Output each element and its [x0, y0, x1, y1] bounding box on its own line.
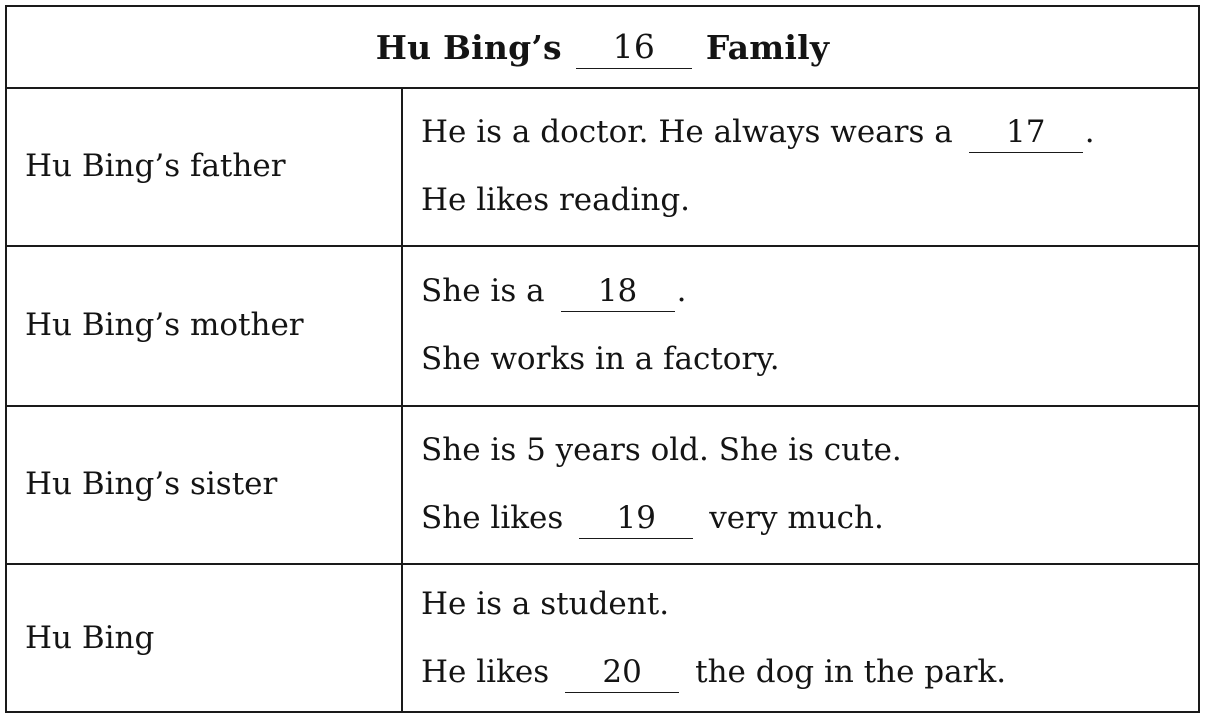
blank-19: 19 — [579, 498, 693, 539]
person-cell — [7, 563, 403, 712]
person-name: Hu Bing’s father — [25, 148, 286, 184]
description-line — [421, 257, 1198, 325]
table-row-mother — [7, 245, 1198, 407]
line-text-before: She likes — [421, 500, 564, 536]
person-cell — [7, 405, 403, 563]
description-line — [421, 484, 1198, 552]
line-text-after: . — [1084, 114, 1095, 150]
description-line — [421, 570, 1198, 638]
table-row-hu-bing — [7, 563, 1198, 712]
person-cell — [7, 87, 403, 245]
line-text-after: very much. — [709, 500, 884, 536]
line-text-after: . — [676, 273, 687, 309]
line-text-before: He likes — [421, 653, 550, 690]
table-row-father — [7, 87, 1198, 247]
description-line — [421, 166, 1198, 234]
description-cell — [403, 405, 1198, 563]
blank-18: 18 — [561, 271, 675, 312]
person-name: Hu Bing — [25, 619, 155, 656]
blank-17: 17 — [969, 112, 1083, 153]
description-cell — [403, 563, 1198, 712]
table-title — [7, 7, 1198, 89]
line-text: She is 5 years old. She is cute. — [421, 432, 902, 468]
line-text-before: He is a doctor. He always wears a — [421, 114, 953, 150]
person-name: Hu Bing’s mother — [25, 307, 304, 343]
line-text-before: She is a — [421, 273, 545, 309]
family-table — [5, 5, 1200, 713]
description-line — [421, 98, 1198, 166]
description-line — [421, 416, 1198, 484]
description-cell — [403, 87, 1198, 245]
blank-16: 16 — [576, 26, 692, 69]
line-text: He likes reading. — [421, 182, 691, 218]
person-cell — [7, 245, 403, 405]
table-row-sister — [7, 405, 1198, 565]
person-name: Hu Bing’s sister — [25, 466, 278, 502]
blank-20: 20 — [565, 652, 679, 693]
line-text: She works in a factory. — [421, 341, 780, 377]
description-line — [421, 638, 1198, 706]
line-text: He is a student. — [421, 585, 670, 622]
title-suffix: Family — [705, 27, 830, 67]
title-prefix: Hu Bing’s — [375, 27, 562, 67]
description-cell — [403, 245, 1198, 405]
description-line — [421, 325, 1198, 393]
line-text-after: the dog in the park. — [695, 653, 1007, 690]
